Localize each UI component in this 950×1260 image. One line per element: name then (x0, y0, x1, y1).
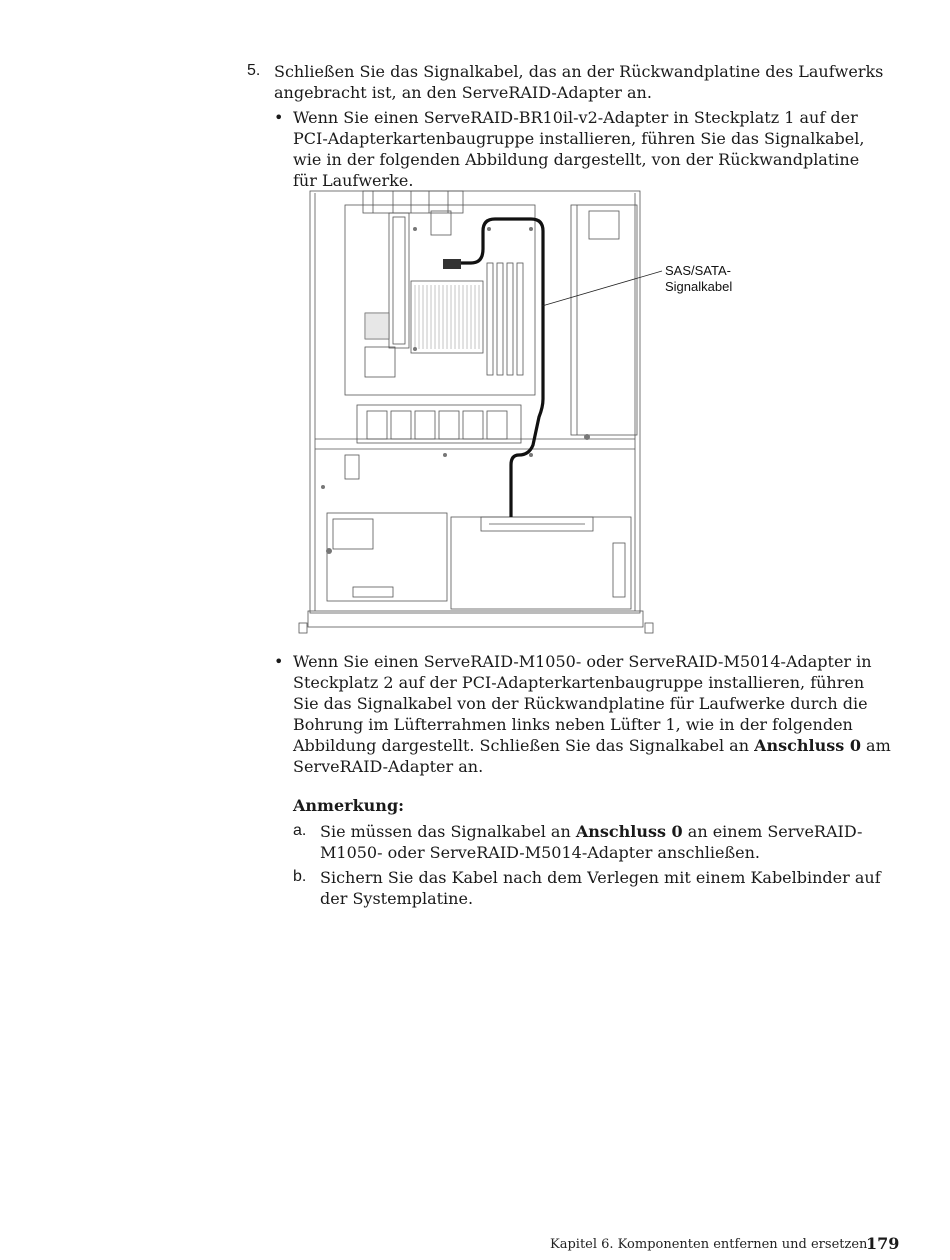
footer-chapter: Kapitel 6. Komponenten entfernen und ersetzen (550, 1237, 868, 1252)
note-item-label: a. (293, 822, 307, 839)
dimm-slot (507, 263, 513, 375)
bullet-text-bold: Anschluss 0 (754, 736, 861, 755)
callout-leader (542, 271, 662, 306)
note-item-label: b. (293, 868, 307, 885)
chassis-outline (310, 191, 640, 613)
cable-connector (443, 259, 461, 269)
callout-label (665, 263, 732, 295)
server-diagram (293, 183, 753, 639)
bullet-text-part: Wenn Sie einen ServeRAID-M1050- oder ServeRAID-M5014-Adapter in Steckplatz 2 auf der PCI-Adapterkartenbaugruppe installieren, führen Sie das Signalkabel von der Rückwandplatine für Laufwerke durch die Bohrung im Lüfterrahmen links neben Lüfter 1, wie in der folgenden Abbildung dargestellt. Schließen Sie das Signalkabel an (293, 652, 872, 755)
server-cabling-figure (293, 183, 753, 639)
note-heading: Anmerkung: (293, 796, 405, 815)
bullet-text (293, 651, 893, 777)
bullet-text: Wenn Sie einen ServeRAID-BR10il-v2-Adapter in Steckplatz 1 auf der PCI-Adapterkartenbaugruppe installieren, führen Sie das Signalkabel, wie in der folgenden Abbildung dargestellt, von der Rückwandplatine für Laufwerke. (293, 108, 865, 190)
dimm-slot (497, 263, 503, 375)
note-item-text (320, 867, 890, 909)
note-text-part: an einem ServeRAID-M1050- oder ServeRAID-M5014-Adapter anschließen. (320, 822, 863, 862)
dimm-slot (517, 263, 523, 375)
system-board (345, 205, 535, 395)
page-number: 179 (866, 1234, 900, 1253)
riser-card (389, 213, 409, 348)
power-supply (571, 205, 637, 435)
note-text-part: Sie müssen das Signalkabel an (320, 822, 576, 841)
callout-line-2: Signalkabel (665, 279, 733, 294)
bullet-text-part: am ServeRAID-Adapter an. (293, 736, 891, 776)
note-item-text (320, 821, 890, 863)
bullet-marker: • (274, 652, 284, 671)
step-text: Schließen Sie das Signalkabel, das an der Rückwandplatine des Laufwerks angebracht ist, an den ServeRAID-Adapter an. (274, 62, 884, 102)
sas-sata-cable (461, 219, 543, 517)
dimm-slot (487, 263, 493, 375)
callout-line-1: SAS/SATA- (665, 263, 731, 278)
bullet-marker: • (274, 108, 284, 127)
note-text-part: Sichern Sie das Kabel nach dem Verlegen mit einem Kabelbinder auf der Systemplatine. (320, 868, 881, 908)
note-text-bold: Anschluss 0 (575, 822, 683, 841)
step-number: 5. (247, 62, 261, 79)
